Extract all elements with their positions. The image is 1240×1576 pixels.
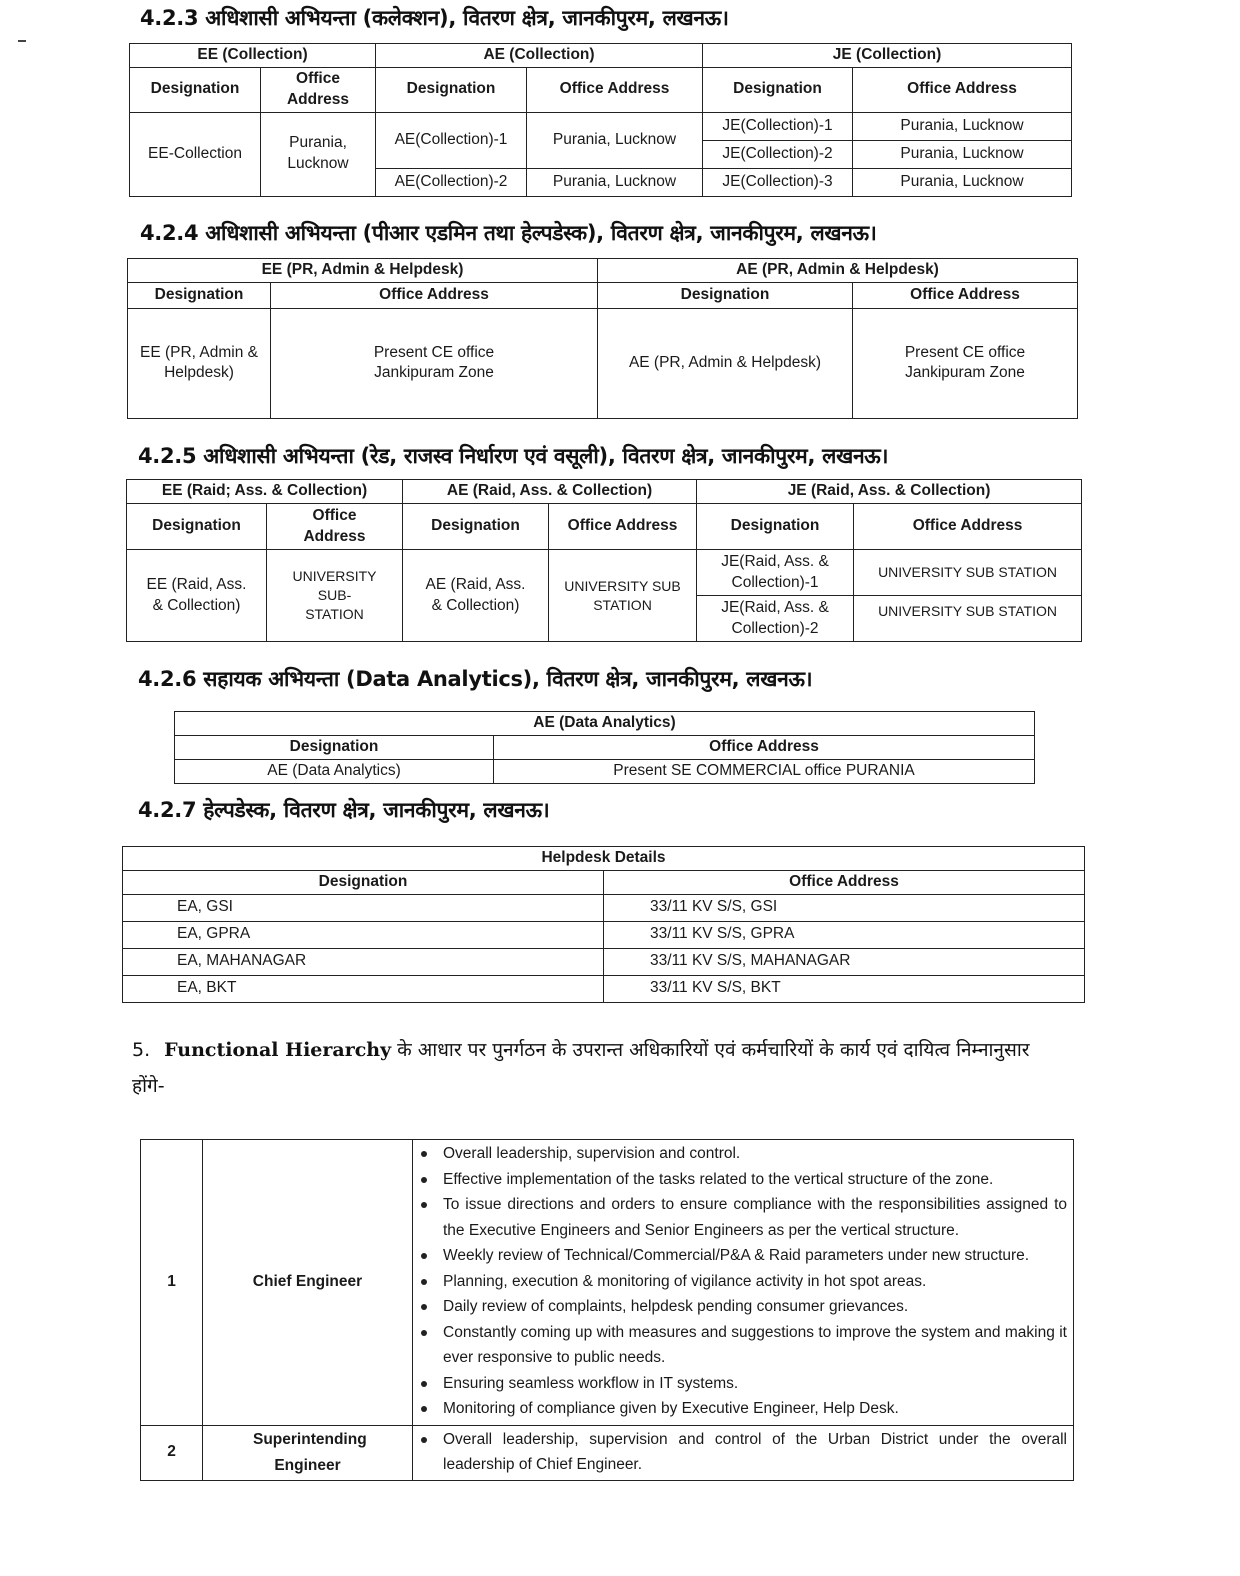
col-header-office-address: Office Address bbox=[261, 68, 376, 113]
collection-table bbox=[129, 43, 1072, 197]
col-header-office-address: Office Address bbox=[267, 504, 403, 550]
group-header-ae: AE (Raid, Ass. & Collection) bbox=[403, 480, 697, 504]
col-header-office-address: Office Address bbox=[494, 735, 1035, 759]
je-designation-cell: JE(Collection)-1 bbox=[703, 112, 853, 140]
address-cell: 33/11 KV S/S, MAHANAGAR bbox=[604, 948, 1085, 975]
table-row bbox=[123, 975, 1085, 1002]
je-designation-cell: JE(Collection)-2 bbox=[703, 140, 853, 168]
duty-item: Weekly review of Technical/Commercial/P&A & Raid parameters under new structure. bbox=[443, 1243, 1073, 1269]
ee-designation-cell: EE (Raid, Ass. & Collection) bbox=[127, 550, 267, 642]
group-header-je: JE (Collection) bbox=[703, 44, 1072, 68]
col-header-designation: Designation bbox=[175, 735, 494, 759]
role-name: Chief Engineer bbox=[203, 1140, 413, 1426]
designation-cell: AE (Data Analytics) bbox=[175, 759, 494, 783]
raid-assessment-collection-table bbox=[126, 479, 1082, 642]
je-designation-cell: JE(Raid, Ass. & Collection)-2 bbox=[697, 596, 854, 642]
duty-item: Constantly coming up with measures and suggestions to improve the system and making it ever responsive to public needs. bbox=[443, 1320, 1073, 1371]
serial-number: 2 bbox=[141, 1425, 203, 1480]
col-header-office-address: Office Address bbox=[853, 68, 1072, 113]
table-row bbox=[123, 894, 1085, 921]
group-header-ee: EE (Collection) bbox=[130, 44, 376, 68]
table-row bbox=[123, 948, 1085, 975]
je-address-cell: UNIVERSITY SUB STATION bbox=[854, 596, 1082, 642]
serial-number: 1 bbox=[141, 1140, 203, 1426]
group-header-ae: AE (Data Analytics) bbox=[175, 712, 1035, 736]
scan-artifact bbox=[18, 40, 26, 42]
duties-row bbox=[141, 1140, 1074, 1426]
col-header-designation: Designation bbox=[703, 68, 853, 113]
col-header-office-address: Office Address bbox=[549, 504, 697, 550]
ae-address-cell: Present CE office Jankipuram Zone bbox=[853, 308, 1078, 418]
group-header-ee: EE (PR, Admin & Helpdesk) bbox=[128, 259, 598, 283]
section-heading-4-2-3: 4.2.3 अधिशासी अभियन्ता (कलेक्शन), वितरण क्षेत्र, जानकीपुरम, लखनऊ। bbox=[140, 6, 729, 30]
duty-item: Daily review of complaints, helpdesk pending consumer grievances. bbox=[443, 1294, 1073, 1320]
section-5-paragraph bbox=[132, 1032, 1052, 1104]
col-header-office-address: Office Address bbox=[854, 504, 1082, 550]
address-cell: 33/11 KV S/S, GSI bbox=[604, 894, 1085, 921]
je-designation-cell: JE(Collection)-3 bbox=[703, 168, 853, 196]
col-header-office-address: Office Address bbox=[853, 282, 1078, 308]
col-header-designation: Designation bbox=[130, 68, 261, 113]
group-header-je: JE (Raid, Ass. & Collection) bbox=[697, 480, 1082, 504]
duties-row bbox=[141, 1425, 1074, 1480]
address-cell: 33/11 KV S/S, GPRA bbox=[604, 921, 1085, 948]
table-row bbox=[123, 921, 1085, 948]
duty-item: Planning, execution & monitoring of vigilance activity in hot spot areas. bbox=[443, 1269, 1073, 1295]
je-address-cell: Purania, Lucknow bbox=[853, 112, 1072, 140]
col-header-designation: Designation bbox=[123, 870, 604, 894]
ae-address-cell: UNIVERSITY SUB STATION bbox=[549, 550, 697, 642]
je-address-cell: UNIVERSITY SUB STATION bbox=[854, 550, 1082, 596]
address-cell: 33/11 KV S/S, BKT bbox=[604, 975, 1085, 1002]
col-header-designation: Designation bbox=[376, 68, 527, 113]
group-header-ee: EE (Raid; Ass. & Collection) bbox=[127, 480, 403, 504]
duty-item: Overall leadership, supervision and control of the Urban District under the overall leadership of Chief Engineer. bbox=[443, 1427, 1073, 1478]
col-header-office-address: Office Address bbox=[527, 68, 703, 113]
je-designation-cell: JE(Raid, Ass. & Collection)-1 bbox=[697, 550, 854, 596]
col-header-office-address: Office Address bbox=[604, 870, 1085, 894]
group-header-ae: AE (PR, Admin & Helpdesk) bbox=[598, 259, 1078, 283]
ee-address-cell: Purania, Lucknow bbox=[261, 112, 376, 196]
col-header-designation: Designation bbox=[598, 282, 853, 308]
section-heading-4-2-4: 4.2.4 अधिशासी अभियन्ता (पीआर एडमिन तथा हेल्पडेस्क), वितरण क्षेत्र, जानकीपुरम, लखनऊ। bbox=[140, 221, 877, 245]
section-heading-4-2-5: 4.2.5 अधिशासी अभियन्ता (रेड, राजस्व निर्धारण एवं वसूली), वितरण क्षेत्र, जानकीपुरम, लखनऊ। bbox=[138, 444, 889, 468]
section-heading-4-2-7: 4.2.7 हेल्पडेस्क, वितरण क्षेत्र, जानकीपुरम, लखनऊ। bbox=[138, 798, 550, 822]
duty-list bbox=[413, 1427, 1073, 1478]
designation-cell: EA, BKT bbox=[123, 975, 604, 1002]
ae-address-cell: Purania, Lucknow bbox=[527, 112, 703, 168]
designation-cell: EA, GSI bbox=[123, 894, 604, 921]
duty-item: Ensuring seamless workflow in IT systems. bbox=[443, 1371, 1073, 1397]
ae-designation-cell: AE(Collection)-2 bbox=[376, 168, 527, 196]
ae-address-cell: Purania, Lucknow bbox=[527, 168, 703, 196]
je-address-cell: Purania, Lucknow bbox=[853, 140, 1072, 168]
col-header-designation: Designation bbox=[403, 504, 549, 550]
section-5-text: के आधार पर पुनर्गठन के उपरान्त अधिकारियों एवं कर्मचारियों के कार्य एवं दायित्व निम्नानुसार होंगे- bbox=[132, 1039, 1030, 1097]
duty-item: Overall leadership, supervision and control. bbox=[443, 1141, 1073, 1167]
duty-list bbox=[413, 1141, 1073, 1422]
duty-item: To issue directions and orders to ensure compliance with the responsibilities assigned to the Executive Engineers and Senior Engineers as per the vertical structure. bbox=[443, 1192, 1073, 1243]
col-header-designation: Designation bbox=[128, 282, 271, 308]
data-analytics-table bbox=[174, 711, 1035, 784]
functional-hierarchy-term: Functional Hierarchy bbox=[164, 1039, 392, 1061]
col-header-designation: Designation bbox=[697, 504, 854, 550]
group-header-helpdesk: Helpdesk Details bbox=[123, 847, 1085, 871]
ee-designation-cell: EE-Collection bbox=[130, 112, 261, 196]
duty-item: Effective implementation of the tasks related to the vertical structure of the zone. bbox=[443, 1167, 1073, 1193]
duties-table bbox=[140, 1139, 1074, 1481]
section-heading-4-2-6: 4.2.6 सहायक अभियन्ता (Data Analytics), वितरण क्षेत्र, जानकीपुरम, लखनऊ। bbox=[138, 667, 813, 691]
je-address-cell: Purania, Lucknow bbox=[853, 168, 1072, 196]
section-number: 5. bbox=[132, 1039, 151, 1061]
address-cell: Present SE COMMERCIAL office PURANIA bbox=[494, 759, 1035, 783]
ee-designation-cell: EE (PR, Admin & Helpdesk) bbox=[128, 308, 271, 418]
pr-admin-helpdesk-table bbox=[127, 258, 1078, 419]
ee-address-cell: Present CE office Jankipuram Zone bbox=[271, 308, 598, 418]
helpdesk-table bbox=[122, 846, 1085, 1003]
col-header-designation: Designation bbox=[127, 504, 267, 550]
ae-designation-cell: AE(Collection)-1 bbox=[376, 112, 527, 168]
ae-designation-cell: AE (Raid, Ass. & Collection) bbox=[403, 550, 549, 642]
designation-cell: EA, MAHANAGAR bbox=[123, 948, 604, 975]
ee-address-cell: UNIVERSITY SUB- STATION bbox=[267, 550, 403, 642]
ae-designation-cell: AE (PR, Admin & Helpdesk) bbox=[598, 308, 853, 418]
designation-cell: EA, GPRA bbox=[123, 921, 604, 948]
role-name: Superintending Engineer bbox=[203, 1425, 413, 1480]
col-header-office-address: Office Address bbox=[271, 282, 598, 308]
group-header-ae: AE (Collection) bbox=[376, 44, 703, 68]
duty-item: Monitoring of compliance given by Executive Engineer, Help Desk. bbox=[443, 1396, 1073, 1422]
